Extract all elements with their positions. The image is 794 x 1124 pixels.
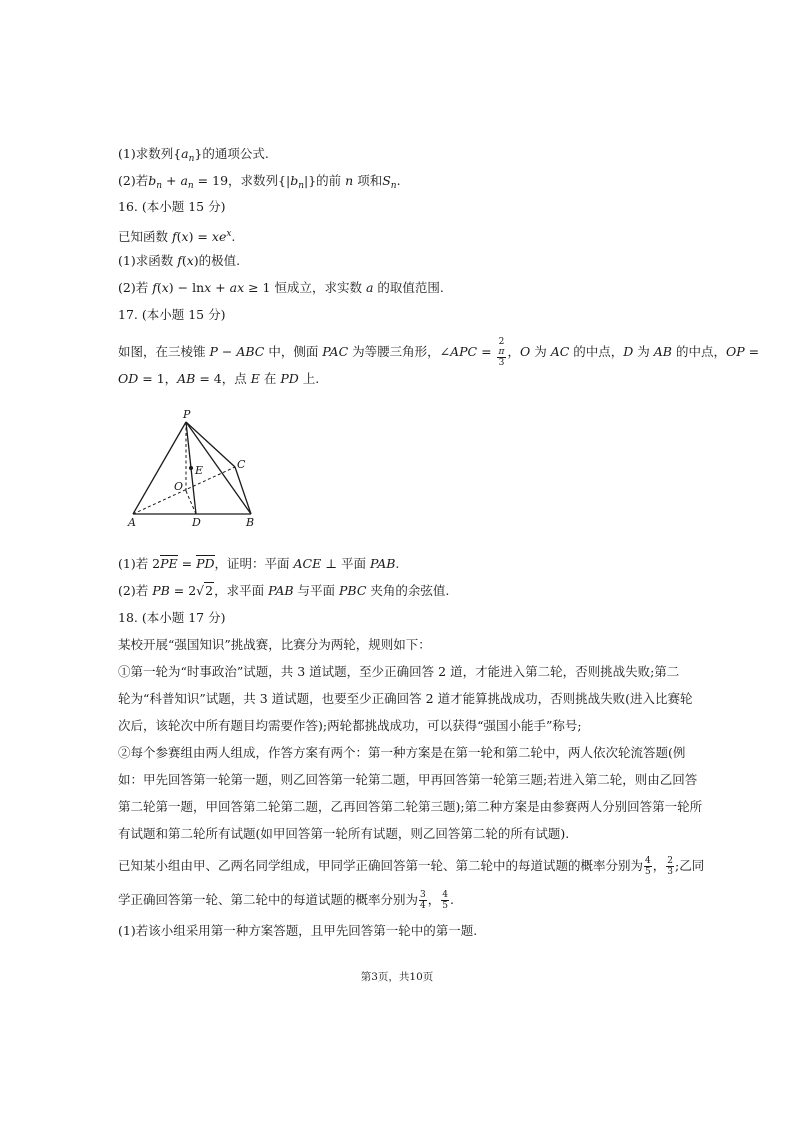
question-15-part-2: (2)若$b_n + a_n = 19$，求数列$\{|b_n|\}$的前 n 项和$S_n$.: [118, 173, 401, 191]
question-17-part-1: (1)若 2PE = PD，证明：平面 ACE ⊥ 平面 PAB.: [118, 556, 400, 571]
question-18-rule-2-line-1: ②每个参赛组由两人组成，作答方案有两个：第一种方案是在第一轮和第二轮中，两人依次轮流答题(例: [118, 745, 686, 760]
question-16-part-2: (2)若 f(x) − lnx + ax ≥ 1 恒成立，求实数 a 的取值范围.: [118, 280, 444, 295]
question-18-rule-2-line-4: 有试题和第二轮所有试题(如甲回答第一轮所有试题，则乙回答第二轮的所有试题).: [118, 826, 570, 841]
edge-CB: [235, 467, 251, 514]
label-D: D: [192, 516, 201, 529]
edge-PC: [186, 422, 235, 467]
question-17-header: 17. (本小题 15 分): [118, 307, 226, 322]
edge-PA: [133, 422, 186, 514]
tetrahedron-diagram: [122, 402, 272, 530]
tetrahedron-figure: [122, 402, 272, 530]
question-15-part-1: (1)求数列$\{a_n\}$的通项公式.: [118, 146, 269, 164]
question-17-stem-line-2: OD = 1，AB = 4，点 E 在 PD 上.: [118, 371, 320, 386]
label-C: C: [237, 458, 246, 471]
question-16-part-1: (1)求函数 f(x)的极值.: [118, 253, 241, 268]
question-18-rule-1-line-2: 轮为“科普知识”试题，共 3 道试题，也要至少正确回答 2 道才能算挑战成功，否则挑战失败(进入比赛轮: [118, 691, 693, 706]
question-18-rule-2-line-3: 第二轮第一题，甲回答第二轮第二题，乙再回答第二轮第三题);第二种方案是由参赛两人分别回答第一轮所: [118, 799, 703, 814]
question-17-stem-line-1: 如图，在三棱锥 P − ABC 中，侧面 PAC 为等腰三角形，∠APC = 2 π 3 ，O 为 AC 的中点，D 为 AB 的中点，OP =: [118, 337, 760, 368]
question-18-stem-line-1: 某校开展“强国知识”挑战赛，比赛分为两轮，规则如下：: [118, 637, 431, 652]
question-18-probability-line-1: 已知某小组由甲、乙两名同学组成，甲同学正确回答第一轮、第二轮中的每道试题的概率分别为 $\frac{4}{5}$ ， $\frac{2}{3}$ ;乙同: [118, 856, 705, 877]
label-B: B: [246, 516, 255, 529]
page-footer: 第3页，共10页: [360, 971, 434, 983]
question-17-part-2: (2)若 PB = 2√2，求平面 PAB 与平面 PBC 夹角的余弦值.: [118, 583, 450, 598]
question-18-rule-2-line-2: 如：甲先回答第一轮第一题，则乙回答第一轮第二题，甲再回答第一轮第三题;若进入第二轮，则由乙回答: [118, 772, 698, 787]
question-18-rule-1-line-1: ①第一轮为“时事政治”试题，共 3 道试题，至少正确回答 2 道，才能进入第二轮，否则挑战失败;第二: [118, 664, 680, 679]
label-E: E: [195, 464, 204, 477]
question-18-part-1: (1)若该小组采用第一种方案答题，且甲先回答第一轮中的第一题.: [118, 923, 478, 938]
question-18-rule-1-line-3: 次后，该轮次中所有题目均需要作答);两轮都挑战成功，可以获得“强国小能手”称号;: [118, 718, 582, 733]
label-O: O: [174, 480, 184, 493]
question-16-stem: 已知函数 $f(x) = xe^x$.: [118, 229, 236, 244]
question-18-probability-line-2: 学正确回答第一轮、第二轮中的每道试题的概率分别为 $\frac{3}{4}$ ， $\frac{4}{5}$ .: [118, 890, 454, 911]
question-18-header: 18. (本小题 17 分): [118, 610, 226, 625]
edge-AC-hidden: [133, 467, 235, 514]
question-16-header: 16. (本小题 15 分): [118, 199, 226, 214]
point-E-dot: [189, 466, 193, 470]
label-A: A: [128, 516, 136, 529]
label-P: P: [183, 408, 191, 421]
